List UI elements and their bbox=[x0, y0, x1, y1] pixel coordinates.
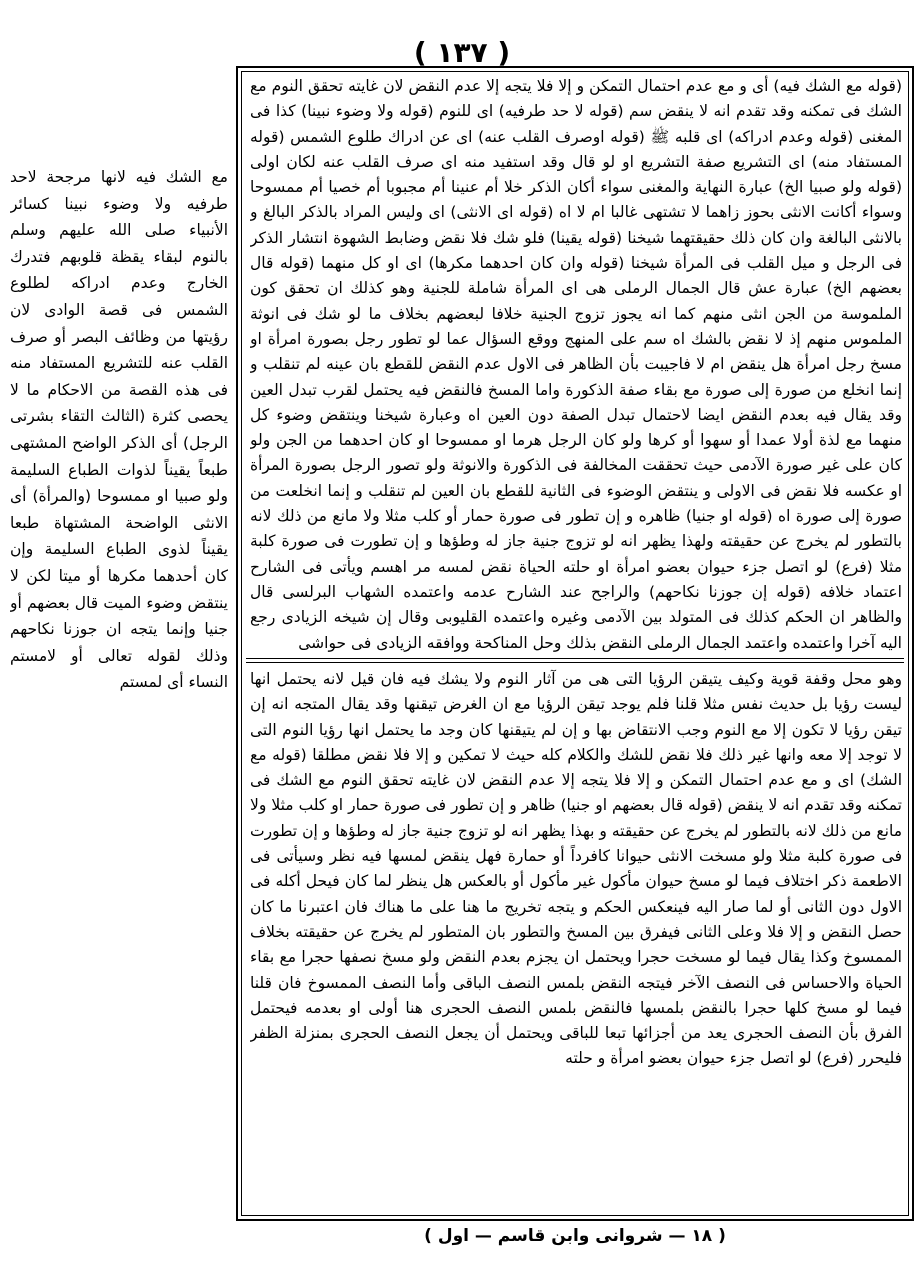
margin-text: مع الشك فيه لانها مرجحة لاحد طرفيه ولا وضوء نبينا كسائر الأنبياء صلى الله عليهم وسلم بالنوم لبقاء يقظة قلوبهم فتدرك الخارج وعدم ادراكه لطلوع الشمس فى قصة الوادى لان رؤيتها من وظائف البصر أو صرف القلب عنه للتشريع المستفاد منه فى هذه القصة من الاحكام ما لا يحصى كثرة (الثالث التقاء بشرتى الرجل) أى الذكر الواضح المشتهى طبعاً يقيناً لذوات الطباع السليمة ولو صبيا او ممسوحا (والمرأة) أى الانثى الواضحة المشتهاة طبعا يقيناً لذوى الطباع السليمة وإن كان أحدهما مكرها أو ميتا لكن لا ينتقض وضوء الميت قال بعضهم أو جنيا وإنما يتجه ان جوزنا نكاحهم وذلك لقوله تعالى أو لامستم النساء أى لمستم bbox=[10, 168, 228, 692]
footer-signature: ( ١٨ — شروانى وابن قاسم — اول ) bbox=[424, 1226, 726, 1246]
section-separator bbox=[246, 658, 904, 659]
main-text-bottom: وهو محل وقفة قوية وكيف يتيقن الرؤيا التى هى من آثار النوم ولا يشك فيه فان قيل لانه يحتمل انها ليست رؤيا بل حديث نفس مثلا قلنا فلم يوجد تيقن الرؤيا مع ان الغرض تيقنها وقد يقال المتجه انه إن تيقن رؤيا لا تكون إلا مع النوم وجب الانتقاض بها و إن لم يتيقنها كان وجد ما يحتمل انها رؤيا النوم التى لا توجد إلا معه وانها غير ذلك فلا نقض للشك والكلام كله حيث لا تمكين و إلا فلا نقض مطلقا (قوله مع الشك) اى و مع عدم احتمال التمكن و إلا فلا يتجه إلا عدم النقض لان غايته تحقق النوم مع الشك فى تمكنه وقد تقدم انه لا ينقض (قوله قال بعضهم او جنيا) ظاهر و إن تطور فى صورة حمار او كلب مثلا ولا مانع من ذلك لانه بالتطور لم يخرج عن حقيقته و بهذا يظهر انه لو تزوج جنية جاز له وطؤها و إن تطورت فى صورة كلبة مثلا ولو مسخت الانثى حيوانا كافرداً أو حمارة فهل ينقض لمسها فيه نظر وسيأتى فى الاطعمة ذكر اختلاف فيما لو مسخ حيوان مأكول غير مأكول أو بالعكس هل ينظر لما كان فيحل أكله فى الاول دون الثانى أو لما صار اليه فينعكس الحكم و يتجه تخريج ما هنا على ما هناك فان اعتبرنا ما كان حصل النقض و إلا فلا وعلى الثانى فيفرق بين المسخ والتطور بان المتطور لم يخرج عن حقيقته بخلاف الممسوخ وكذا يقال فيما لو مسخت حجرا ويحتمل ان يجزم بعدم النقض ولو مسخ نصفها حجرا مع بقاء الحياة والاحساس فى النصف الآخر فيتجه النقض بلمس النصف الباقى وأما النصف الممسوخ فان قلنا فيما لو مسخ كلها حجرا بالنقض بلمسها فالنقض بلمس النصف الحجرى هنا أولى او بعدمه فيحتمل الفرق بأن النصف الحجرى يعد من أجزائها تبعا للباقى ويحتمل أن يجعل النصف الحجرى بمنزلة الظفر فليحرر (فرع) لو اتصل جزء حيوان بعضو امرأة و حلته bbox=[250, 670, 902, 1068]
page-number: ( ١٣٧ ) bbox=[413, 36, 511, 69]
main-text-top: (قوله مع الشك فيه) أى و مع عدم احتمال التمكن و إلا فلا يتجه إلا عدم النقض لان غايته تحقق النوم مع الشك فى تمكنه وقد تقدم انه لا ينقض سم (قوله لا حد طرفيه) اى للنوم (قوله ولا وضوء نبينا) كذا فى المغنى (قوله وعدم ادراكه) اى قلبه ﷺ (قوله اوصرف القلب عنه) اى عن ادراك طلوع الشمس (قوله المستفاد منه) اى التشريع صفة التشريع او لو قال وقد استفيد منه اى صرف القلب عنه لكان اولى (قوله ولو صبيا الخ) عبارة النهاية والمغنى سواء أكان الذكر خلا أم عنينا أم مجبوبا أم خصيا أم ممسوحا وسواء أكانت الانثى بحوز زاهما لا تشتهى غالبا ام لا اه (قوله اى الانثى) اى وليس المراد بالذكر البالغ و بالانثى البالغة وان كان ذلك حقيقتهما شيخنا (قوله يقينا) فلو شك فلا نقض وضابط الشهوة انتشار الذكر فى الرجل و ميل القلب فى المرأة شيخنا (قوله وان كان احدهما مكرها) اى او كل منهما (قوله قال بعضهم الخ) عبارة عش قال الجمال الرملى هى اى المرأة شاملة للجنية وهو كذلك ان تحقق كون الملموسة من الجن انثى منهم كما انه يجوز تزوج الجنية خلافا لبعضهم بخلاف ما لو شك فى انوثة الملموس منهم إذ لا نقض بالشك اه سم على المنهج ووقع السؤال عما لو تطور رجل بصورة امرأة او مسخ رجل امرأة هل ينقض ام لا فاجيبت بأن الظاهر فى الاول عدم النقض للقطع بان عينه لم تنقلب و إنما انخلع من صورة إلى صورة مع بقاء صفة الذكورة واما المسخ فالنقض فيه يحتمل لقرب تبدل العين وقد يقال فيه بعدم النقض ايضا لاحتمال تبدل الصفة دون العين اه وعبارة شيخنا وينتقض وضوء كل منهما مع لذة أولا عمدا أو سهوا أو كرها ولو كان الرجل هرما او ممسوحا او كان احدهما من الجن ولو كان على غير صورة الآدمى حيث تحققت المخالفة فى الذكورة والانوثة ولو تصور الرجل بصورة المرأة او عكسه فلا نقض فى الاولى و ينتقض الوضوء فى الثانية للقطع بان العين لم تنقلب و إنما انخلعت من صورة إلى صورة اه (قوله او جنيا) ظاهره و إن تطور فى صورة حمار أو كلب مثلا ولا مانع من ذلك لانه بالتطور لم يخرج عن حقيقته ولهذا يظهر انه لو تزوج جنية جاز له وطؤها و إن تطورت فى صورة كلبة مثلا (فرع) لو اتصل جزء حيوان بعضو امرأة او حلته الحياة نقض لمسه مر اهسم ويأتى فى الشارح اعتماد خلافه (قوله إن جوزنا نكاحهم) والراجح عند الشارح عدمه واعتمده الشهاب البرلسى قال والظاهر ان الحكم كذلك فى المتولد بين الآدمى وغيره واعتمده القليوبى وقال إن شيخه الزيادى رجع اليه آخرا واعتمده واعتمد الجمال الرملى النقض بذلك وحل المناكحة ووافقه الزيادى فى حواشى bbox=[250, 77, 902, 652]
section-separator-double bbox=[246, 662, 904, 663]
